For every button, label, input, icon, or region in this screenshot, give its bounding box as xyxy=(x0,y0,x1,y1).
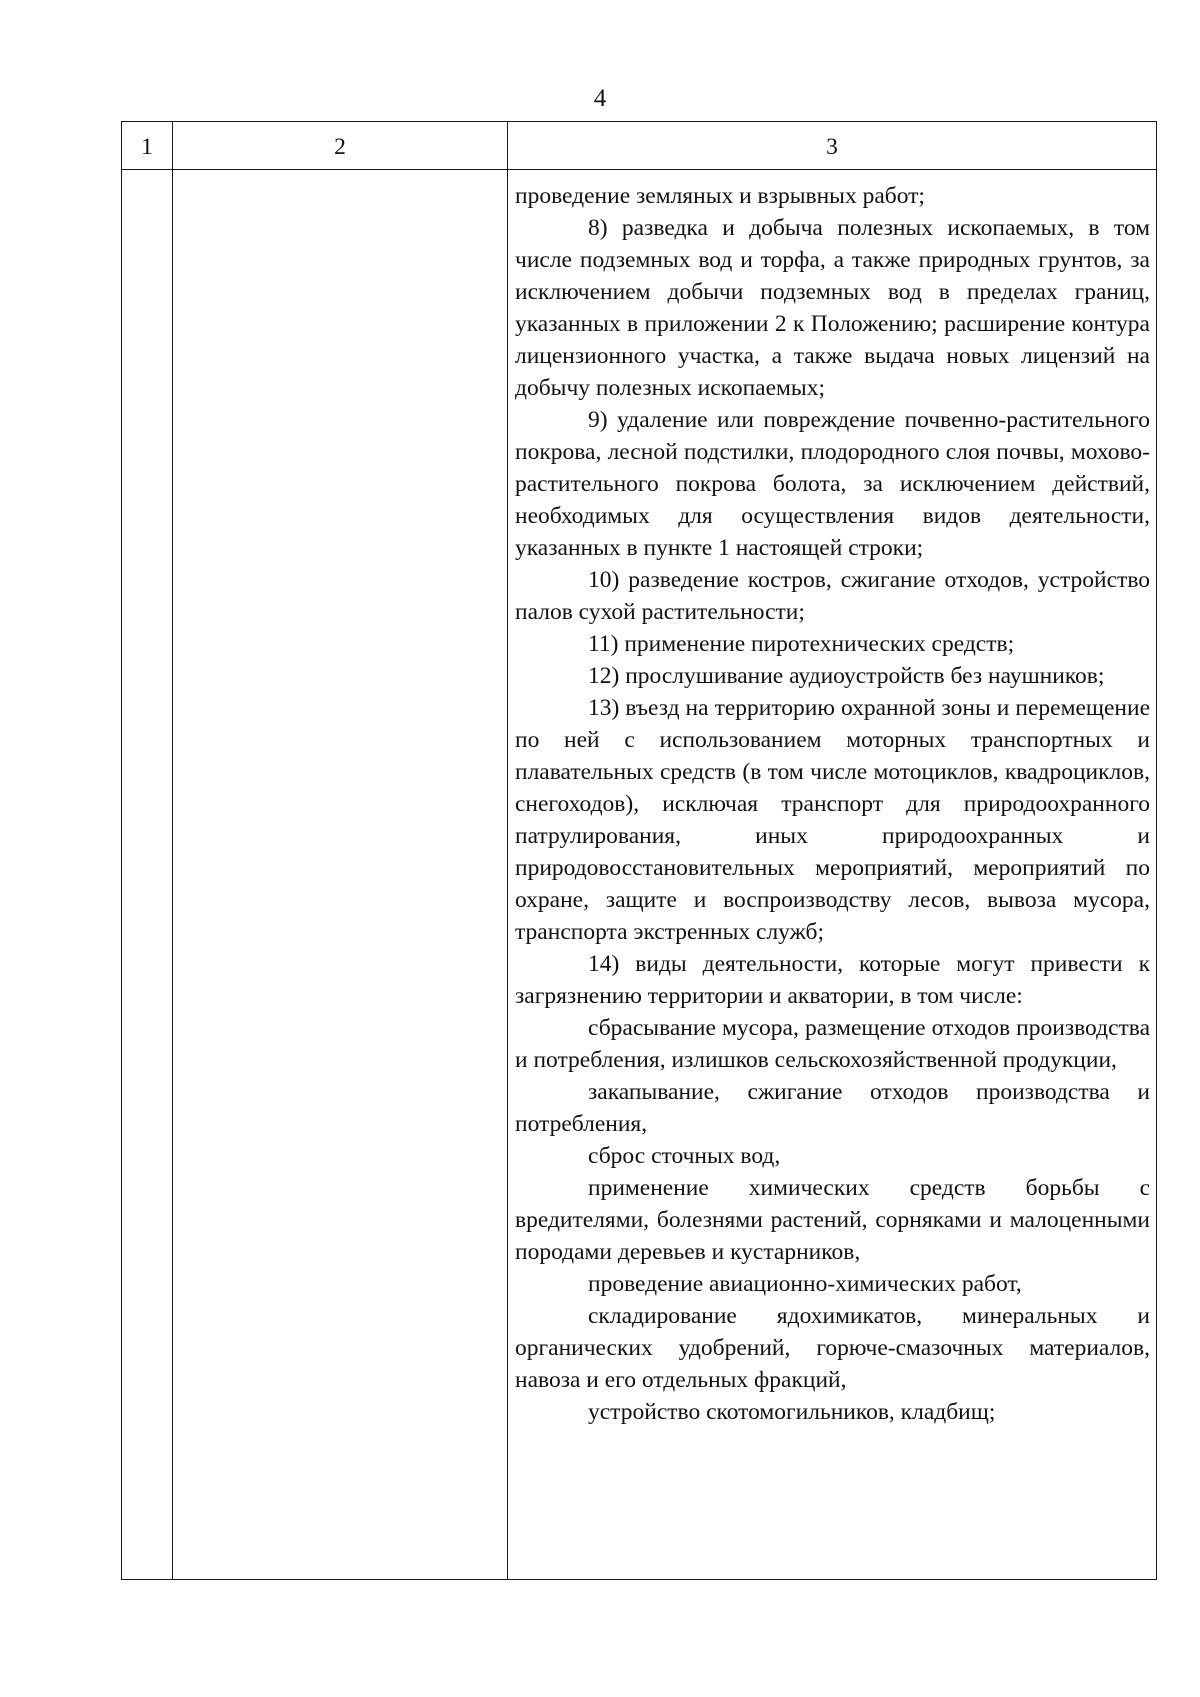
paragraph: 8) разведка и добыча полезных ископаемых, в том числе подземных вод и торфа, а также природных грунтов, за исключением добычи подземных вод в пределах границ, указанных в приложении 2 к Положению; расширение контура лицензионного участка, а также выдача новых лицензий на добычу полезных ископаемых; xyxy=(515,215,1150,401)
table-body-row xyxy=(122,170,1157,1580)
paragraph: 11) применение пиротехнических средств; xyxy=(588,631,1015,657)
paragraph: применение химических средств борьбы с вредителями, болезнями растений, сорняками и малоценными породами деревьев и кустарников, xyxy=(515,1175,1150,1265)
paragraph: проведение авиационно-химических работ, xyxy=(588,1271,1022,1297)
paragraph: 14) виды деятельности, которые могут привести к загрязнению территории и акватории, в том числе: xyxy=(515,951,1150,1009)
paragraph: устройство скотомогильников, кладбищ; xyxy=(588,1399,996,1425)
paragraph: 9) удаление или повреждение почвенно-растительного покрова, лесной подстилки, плодородного слоя почвы, мохово-растительного покрова болота, за исключением действий, необходимых для осуществления видов деятельности, указанных в пункте 1 настоящей строки; xyxy=(515,407,1150,561)
paragraph: закапывание, сжигание отходов производства и потребления, xyxy=(515,1079,1150,1137)
paragraph: проведение земляных и взрывных работ; xyxy=(515,183,925,209)
paragraph: сбрасывание мусора, размещение отходов производства и потребления, излишков сельскохозяйственной продукции, xyxy=(515,1015,1150,1073)
paragraph: 10) разведение костров, сжигание отходов, устройство палов сухой растительности; xyxy=(515,567,1150,625)
paragraph: складирование ядохимикатов, минеральных и органических удобрений, горюче-смазочных материалов, навоза и его отдельных фракций, xyxy=(515,1303,1150,1393)
header-col-1: 1 xyxy=(122,122,173,170)
table-header-row xyxy=(122,122,1157,170)
paragraph: 12) прослушивание аудиоустройств без наушников; xyxy=(588,663,1105,689)
paragraph: 13) въезд на территорию охранной зоны и перемещение по ней с использованием моторных транспортных и плавательных средств (в том числе мотоциклов, квадроциклов, снегоходов), исключая транспорт для природоохранного патрулирования, иных природоохранных и природовосстановительных мероприятий, мероприятий по охране, защите и воспроизводству лесов, вывоза мусора, транспорта экстренных служб; xyxy=(515,695,1150,945)
cell-col-3 xyxy=(508,170,1157,1580)
header-col-2: 2 xyxy=(173,122,508,170)
paragraph: сброс сточных вод, xyxy=(588,1143,781,1169)
cell-col-1 xyxy=(122,170,173,1580)
page-number: 4 xyxy=(593,85,607,112)
header-col-3: 3 xyxy=(508,122,1157,170)
restrictions-text xyxy=(508,170,1156,1428)
regulation-table xyxy=(121,121,1157,1580)
cell-col-2 xyxy=(173,170,508,1580)
